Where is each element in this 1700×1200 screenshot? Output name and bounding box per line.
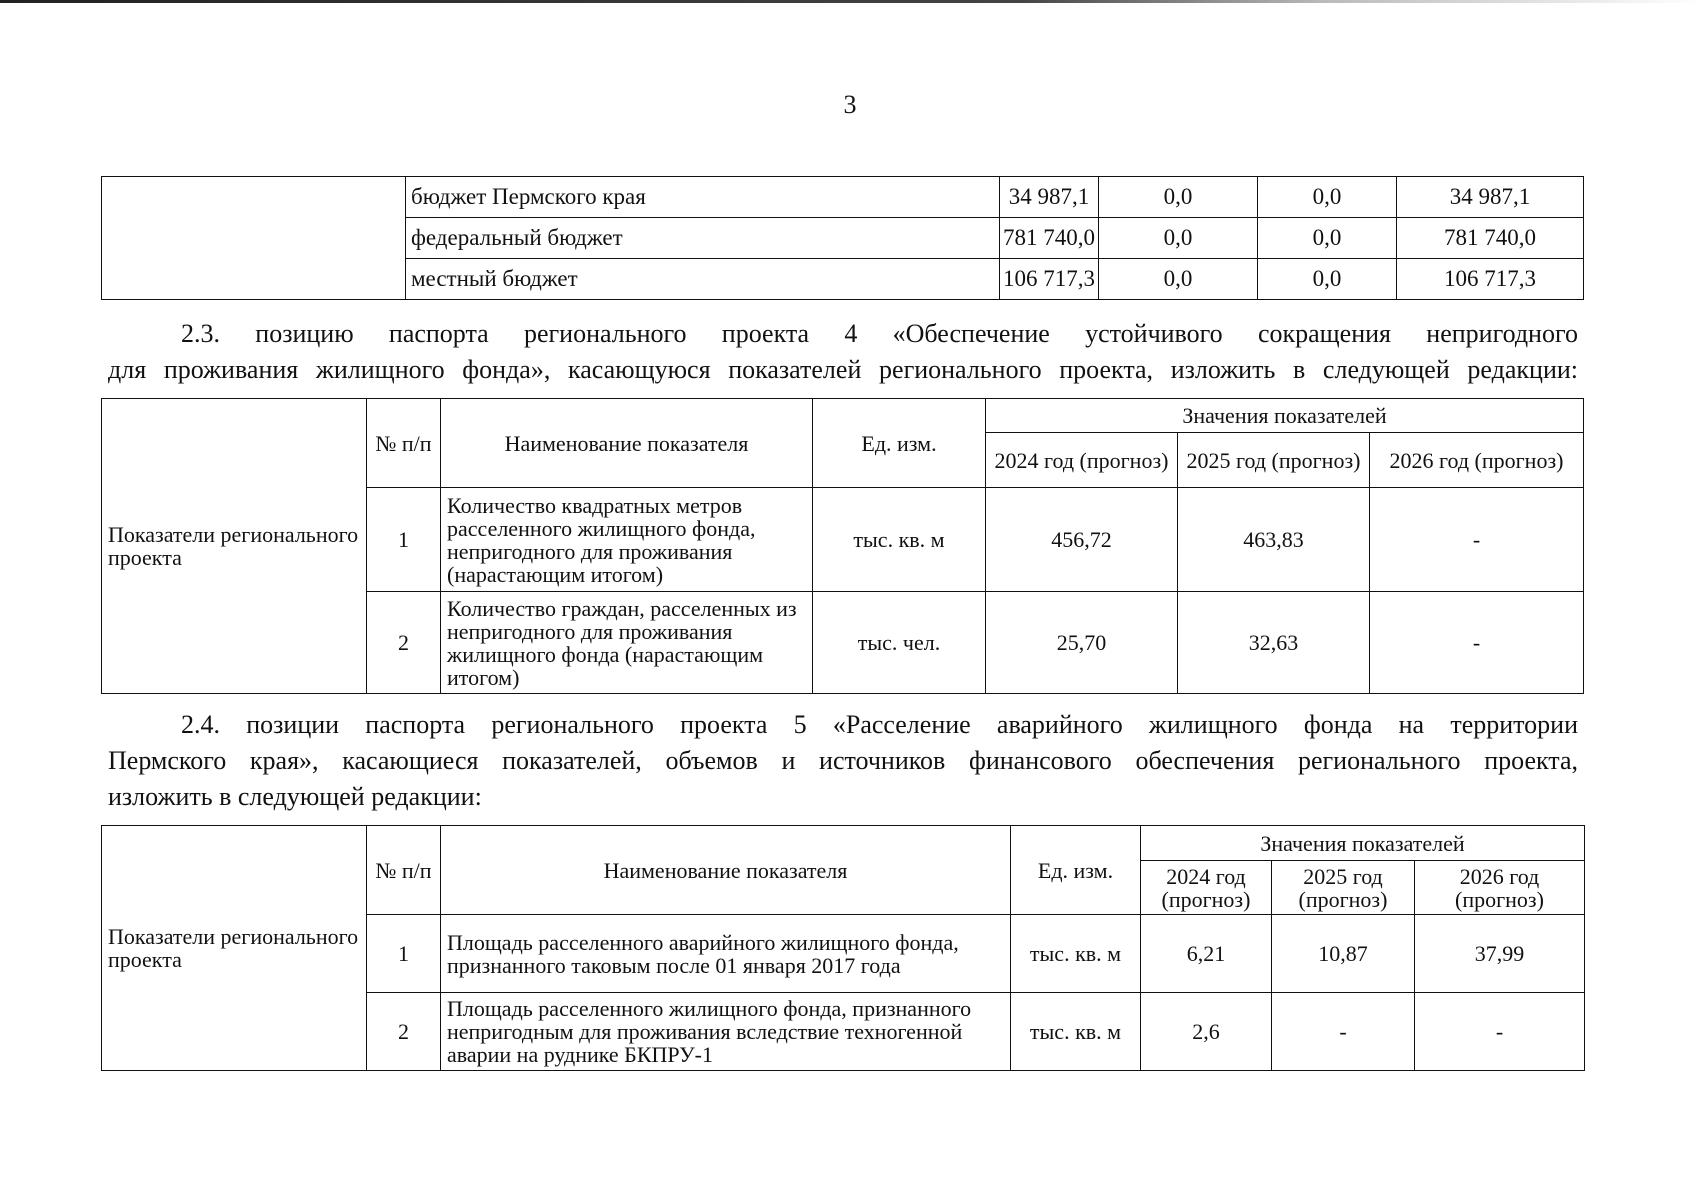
year-header: 2025 год (прогноз) (1178, 433, 1370, 488)
col-number-header: № п/п (367, 826, 441, 915)
budget-table-empty-cell (102, 177, 406, 300)
budget-cell: 0,0 (1258, 218, 1397, 259)
indicator-value: 456,72 (986, 488, 1178, 592)
budget-row-label: федеральный бюджет (406, 218, 1000, 259)
indicator-unit: тыс. кв. м (1011, 993, 1141, 1071)
row-number: 1 (367, 915, 441, 993)
indicator-unit: тыс. кв. м (1011, 915, 1141, 993)
indicator-name: Площадь расселенного аварийного жилищного фонда, признанного таковым после 01 января 2017 года (441, 915, 1011, 993)
col-unit-header: Ед. изм. (813, 399, 986, 488)
row-number: 1 (367, 488, 441, 592)
year-header: 2024 год (прогноз) (1141, 861, 1272, 915)
indicator-value: 37,99 (1415, 915, 1585, 993)
paragraph-line: Пермского края», касающиеся показателей, объемов и источников финансового обеспечения регионального проекта, (108, 746, 1578, 775)
paragraph-line: для проживания жилищного фонда», касающуюся показателей регионального проекта, изложить в следующей редакции: (108, 355, 1578, 384)
budget-cell: 34 987,1 (1397, 177, 1584, 218)
year-header: 2024 год (прогноз) (986, 433, 1178, 488)
indicator-value: - (1370, 592, 1584, 694)
budget-cell: 781 740,0 (1397, 218, 1584, 259)
page-number: 3 (843, 90, 857, 119)
budget-table (101, 176, 1584, 300)
table-row (102, 177, 1584, 218)
row-label-cell: Показатели регионального проекта (102, 399, 367, 694)
indicator-name: Количество граждан, расселенных из непригодного для проживания жилищного фонда (нарастающим итогом) (441, 592, 813, 694)
year-header: 2026 год (прогноз) (1370, 433, 1584, 488)
indicator-unit: тыс. кв. м (813, 488, 986, 592)
budget-cell: 0,0 (1099, 218, 1258, 259)
budget-cell: 0,0 (1258, 259, 1397, 300)
indicators-table-2-4 (101, 825, 1585, 1071)
indicator-value: 2,6 (1141, 993, 1272, 1071)
paragraph-2-4 (108, 707, 1578, 815)
indicator-name: Количество квадратных метров расселенного жилищного фонда, непригодного для проживания (нарастающим итогом) (441, 488, 813, 592)
indicator-value: - (1272, 993, 1415, 1071)
paragraph-line: изложить в следующей редакции: (108, 782, 482, 811)
budget-cell: 106 717,3 (1397, 259, 1584, 300)
row-label-cell: Показатели регионального проекта (102, 826, 367, 1071)
year-header: 2026 год (прогноз) (1415, 861, 1585, 915)
col-number-header: № п/п (367, 399, 441, 488)
indicator-value: - (1370, 488, 1584, 592)
paragraph-2-3 (108, 316, 1578, 388)
indicator-value: 25,70 (986, 592, 1178, 694)
scan-edge (0, 0, 1700, 3)
budget-row-label: местный бюджет (406, 259, 1000, 300)
indicator-name: Площадь расселенного жилищного фонда, признанного непригодным для проживания вследствие техногенной аварии на руднике БКПРУ-1 (441, 993, 1011, 1071)
indicator-value: 10,87 (1272, 915, 1415, 993)
budget-cell: 106 717,3 (1000, 259, 1099, 300)
indicator-value: - (1415, 993, 1585, 1071)
paragraph-line: 2.3. позицию паспорта регионального проекта 4 «Обеспечение устойчивого сокращения непригодного (181, 319, 1578, 348)
year-header: 2025 год (прогноз) (1272, 861, 1415, 915)
budget-cell: 0,0 (1099, 177, 1258, 218)
paragraph-line: 2.4. позиции паспорта регионального проекта 5 «Расселение аварийного жилищного фонда на территории (181, 710, 1578, 739)
indicators-table-2-3 (101, 398, 1584, 694)
row-number: 2 (367, 592, 441, 694)
col-name-header: Наименование показателя (441, 826, 1011, 915)
budget-cell: 34 987,1 (1000, 177, 1099, 218)
values-header: Значения показателей (986, 399, 1584, 433)
row-number: 2 (367, 993, 441, 1071)
col-unit-header: Ед. изм. (1011, 826, 1141, 915)
budget-cell: 781 740,0 (1000, 218, 1099, 259)
indicator-value: 463,83 (1178, 488, 1370, 592)
col-name-header: Наименование показателя (441, 399, 813, 488)
budget-cell: 0,0 (1099, 259, 1258, 300)
values-header: Значения показателей (1141, 826, 1585, 861)
table-header-row (102, 826, 1585, 861)
indicator-value: 6,21 (1141, 915, 1272, 993)
budget-row-label: бюджет Пермского края (406, 177, 1000, 218)
indicator-unit: тыс. чел. (813, 592, 986, 694)
indicator-value: 32,63 (1178, 592, 1370, 694)
budget-cell: 0,0 (1258, 177, 1397, 218)
table-header-row (102, 399, 1584, 433)
